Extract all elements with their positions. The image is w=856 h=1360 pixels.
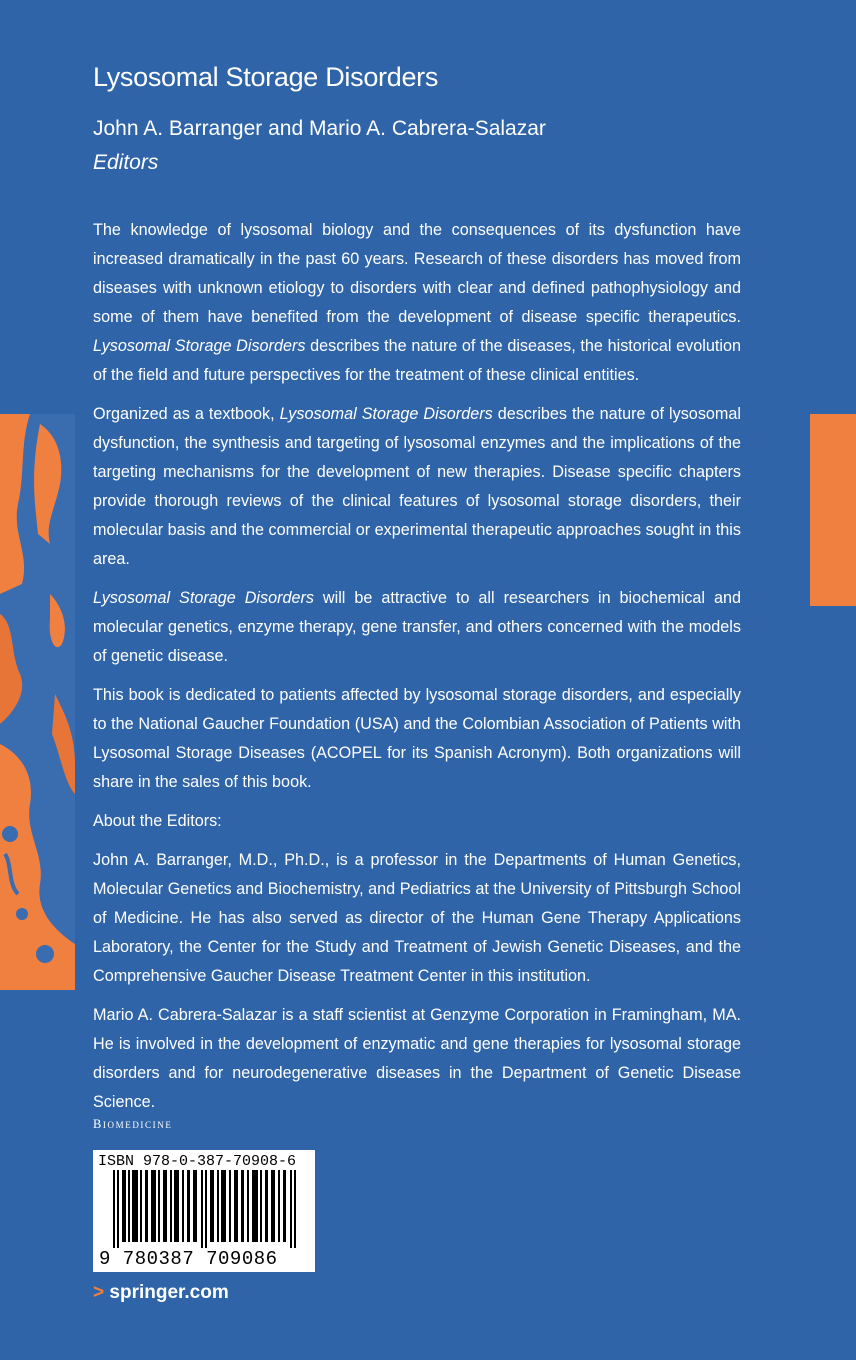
isbn-barcode <box>93 1150 315 1272</box>
blurb <box>93 216 741 1127</box>
blurb-paragraph-4: This book is dedicated to patients affected by lysosomal storage disorders, and especially to the National Gaucher Foundation (USA) and the Colombian Association of Patients with Lysosomal Storage Diseases (ACOPEL for its Spanish Acronym). Both organizations will share in the sales of this book. <box>93 686 741 791</box>
cover-art-strip <box>0 414 75 990</box>
editor-bio-barranger: John A. Barranger, M.D., Ph.D., is a professor in the Departments of Human Genetics, Molecular Genetics and Biochemistry, and Pediatrics at the University of Pittsburgh School of Medicine. He has also served as director of the Human Gene Therapy Applications Laboratory, the Center for the Study and Treatment of Jewish Genetic Diseases, and the Comprehensive Gaucher Disease Treatment Center in this institution. <box>93 851 741 985</box>
isbn-text: ISBN 978-0-387-70908-6 <box>98 1153 297 1170</box>
cover-art-image <box>0 414 75 990</box>
series-label: Biomedicine <box>93 1117 173 1131</box>
publisher-link[interactable] <box>93 1282 229 1304</box>
book-title: Lysosomal Storage Disorders <box>93 62 439 92</box>
blurb-paragraph-3: Lysosomal Storage Disorders will be attractive to all researchers in biochemical and molecular genetics, enzyme therapy, gene transfer, and others concerned with the models of genetic disease. <box>93 589 741 665</box>
arrow-icon: > <box>93 1282 105 1303</box>
barcode-digits: 9 780387 709086 <box>99 1248 278 1270</box>
blurb-paragraph-2: Organized as a textbook, Lysosomal Storage Disorders describes the nature of lysosomal dysfunction, the synthesis and targeting of lysosomal enzymes and the implications of the targeting mechanisms for the development of new therapies. Disease specific chapters provide thorough reviews of the clinical features of lysosomal storage disorders, their molecular basis and the commercial or experimental therapeutic approaches sought in this area. <box>93 405 741 568</box>
editor-bio-cabrera: Mario A. Cabrera-Salazar is a staff scientist at Genzyme Corporation in Framingham, MA. He is involved in the development of enzymatic and gene therapies for lysosomal storage disorders and for neurodegenerative diseases in the Department of Genetic Disease Science. <box>93 1006 741 1111</box>
publisher-url: springer.com <box>109 1282 229 1303</box>
accent-tab <box>810 414 856 606</box>
editors-label: Editors <box>93 151 159 174</box>
editors-names: John A. Barranger and Mario A. Cabrera-Salazar <box>93 117 546 140</box>
barcode-bars-icon <box>113 1170 303 1248</box>
about-editors-heading: About the Editors: <box>93 812 222 830</box>
blurb-paragraph-1: The knowledge of lysosomal biology and the consequences of its dysfunction have increased dramatically in the past 60 years. Research of these disorders has moved from diseases with unknown etiology to disorders with clear and defined pathophysiology and some of them have benefited from the development of disease specific therapeutics. Lysosomal Storage Disorders describes the nature of the diseases, the historical evolution of the field and future perspectives for the treatment of these clinical entities. <box>93 221 741 384</box>
